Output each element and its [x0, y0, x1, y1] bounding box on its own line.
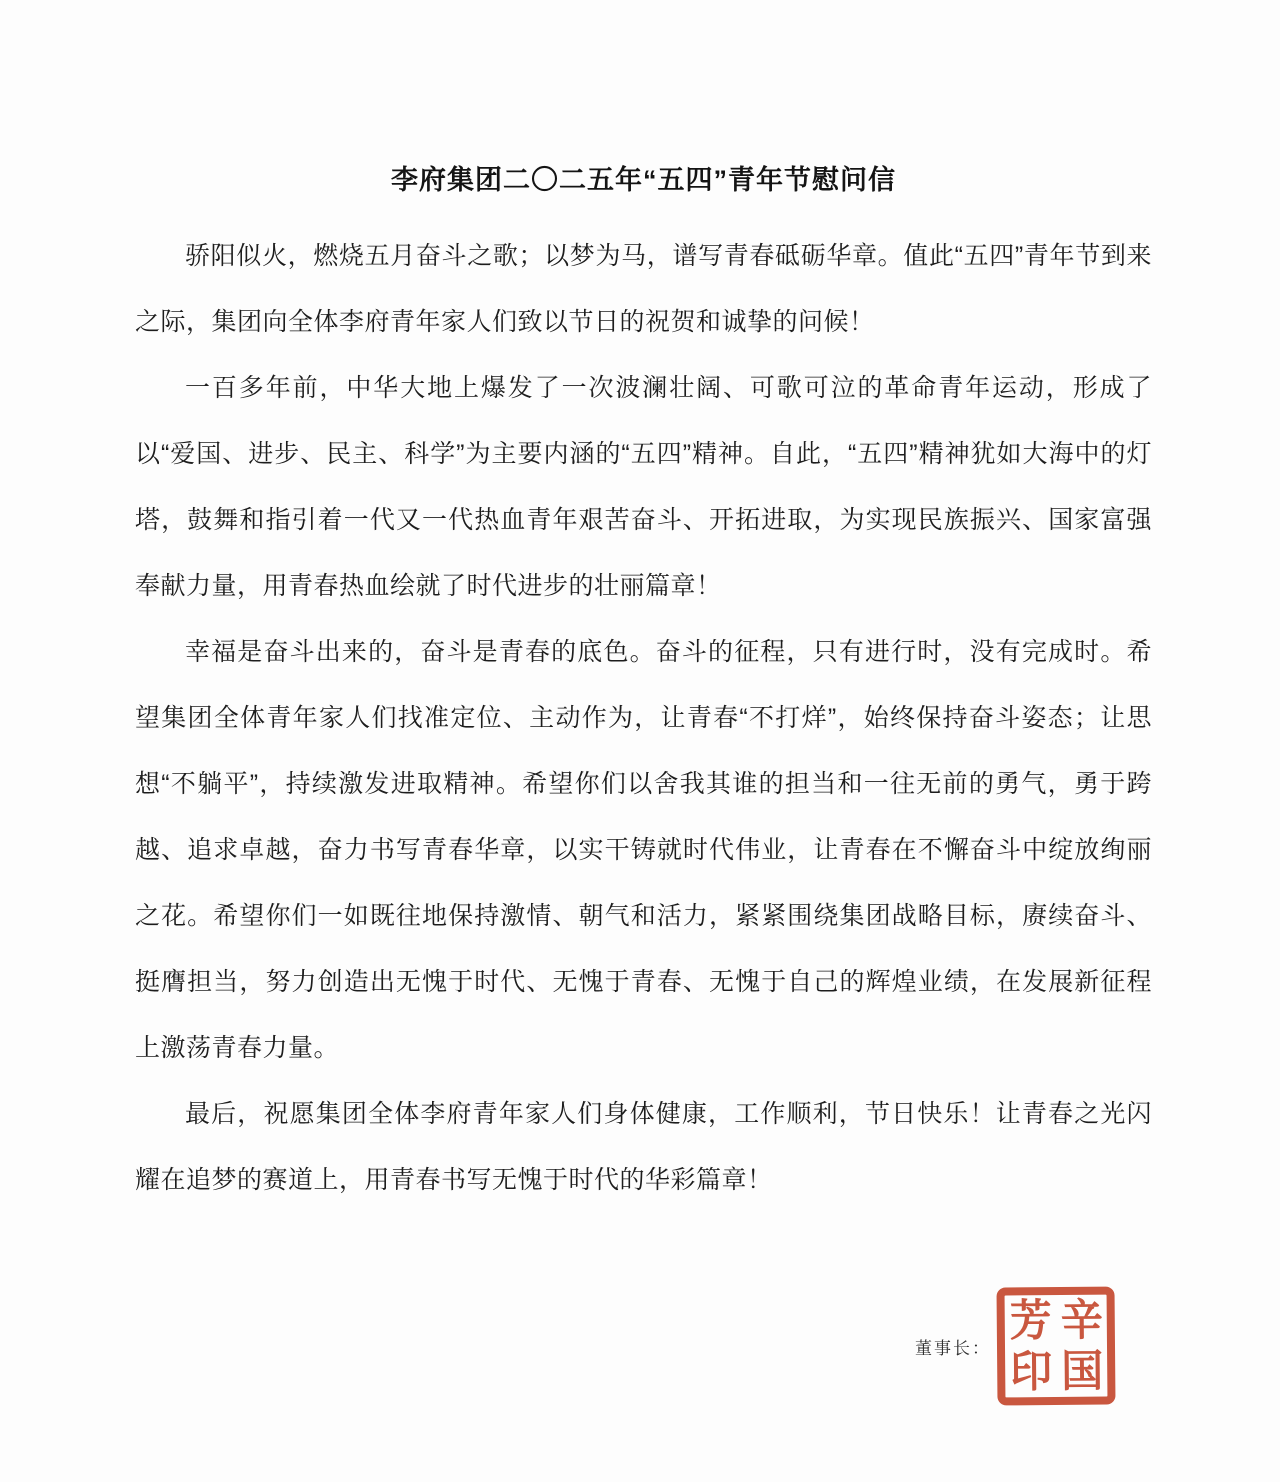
letter-paragraph: 最后，祝愿集团全体李府青年家人们身体健康，工作顺利，节日快乐！让青春之光闪耀在追梦的赛道上，用青春书写无愧于时代的华彩篇章！ [135, 1100, 1152, 1194]
letter-paragraph: 幸福是奋斗出来的，奋斗是青春的底色。奋斗的征程，只有进行时，没有完成时。希望集团全体青年家人们找准定位、主动作为，让青春“不打烊”，始终保持奋斗姿态；让思想“不躺平”，持续激发进取精神。希望你们以舍我其谁的担当和一往无前的勇气，勇于跨越、追求卓越，奋力书写青春华章，以实干铸就时代伟业，让青春在不懈奋斗中绽放绚丽之花。希望你们一如既往地保持激情、朝气和活力，紧紧围绕集团战略目标，赓续奋斗、挺膺担当，努力创造出无愧于时代、无愧于青春、无愧于自己的辉煌业绩，在发展新征程上激荡青春力量。 [135, 638, 1152, 1062]
letter-paragraph: 一百多年前，中华大地上爆发了一次波澜壮阔、可歌可泣的革命青年运动，形成了以“爱国、进步、民主、科学”为主要内涵的“五四”精神。自此，“五四”精神犹如大海中的灯塔，鼓舞和指引着一代又一代热血青年艰苦奋斗、开拓进取，为实现民族振兴、国家富强奉献力量，用青春热血绘就了时代进步的壮丽篇章！ [135, 374, 1152, 600]
letter-body [135, 223, 1152, 1213]
seal-char-top-left: 芳 [1009, 1296, 1052, 1346]
seal-char-top-right: 辛 [1060, 1295, 1103, 1345]
letter-title: 李府集团二〇二五年“五四”青年节慰问信 [391, 165, 896, 195]
seal-char-bottom-right: 国 [1060, 1346, 1103, 1396]
chairman-label: 董事长： [915, 1338, 991, 1358]
signature-block [135, 1287, 1115, 1405]
letter-paragraph: 骄阳似火，燃烧五月奋斗之歌；以梦为马，谱写青春砥砺华章。值此“五四”青年节到来之际，集团向全体李府青年家人们致以节日的祝贺和诚挚的问候！ [135, 242, 1152, 336]
seal-char-bottom-left: 印 [1009, 1347, 1052, 1397]
chairman-seal [996, 1286, 1115, 1405]
